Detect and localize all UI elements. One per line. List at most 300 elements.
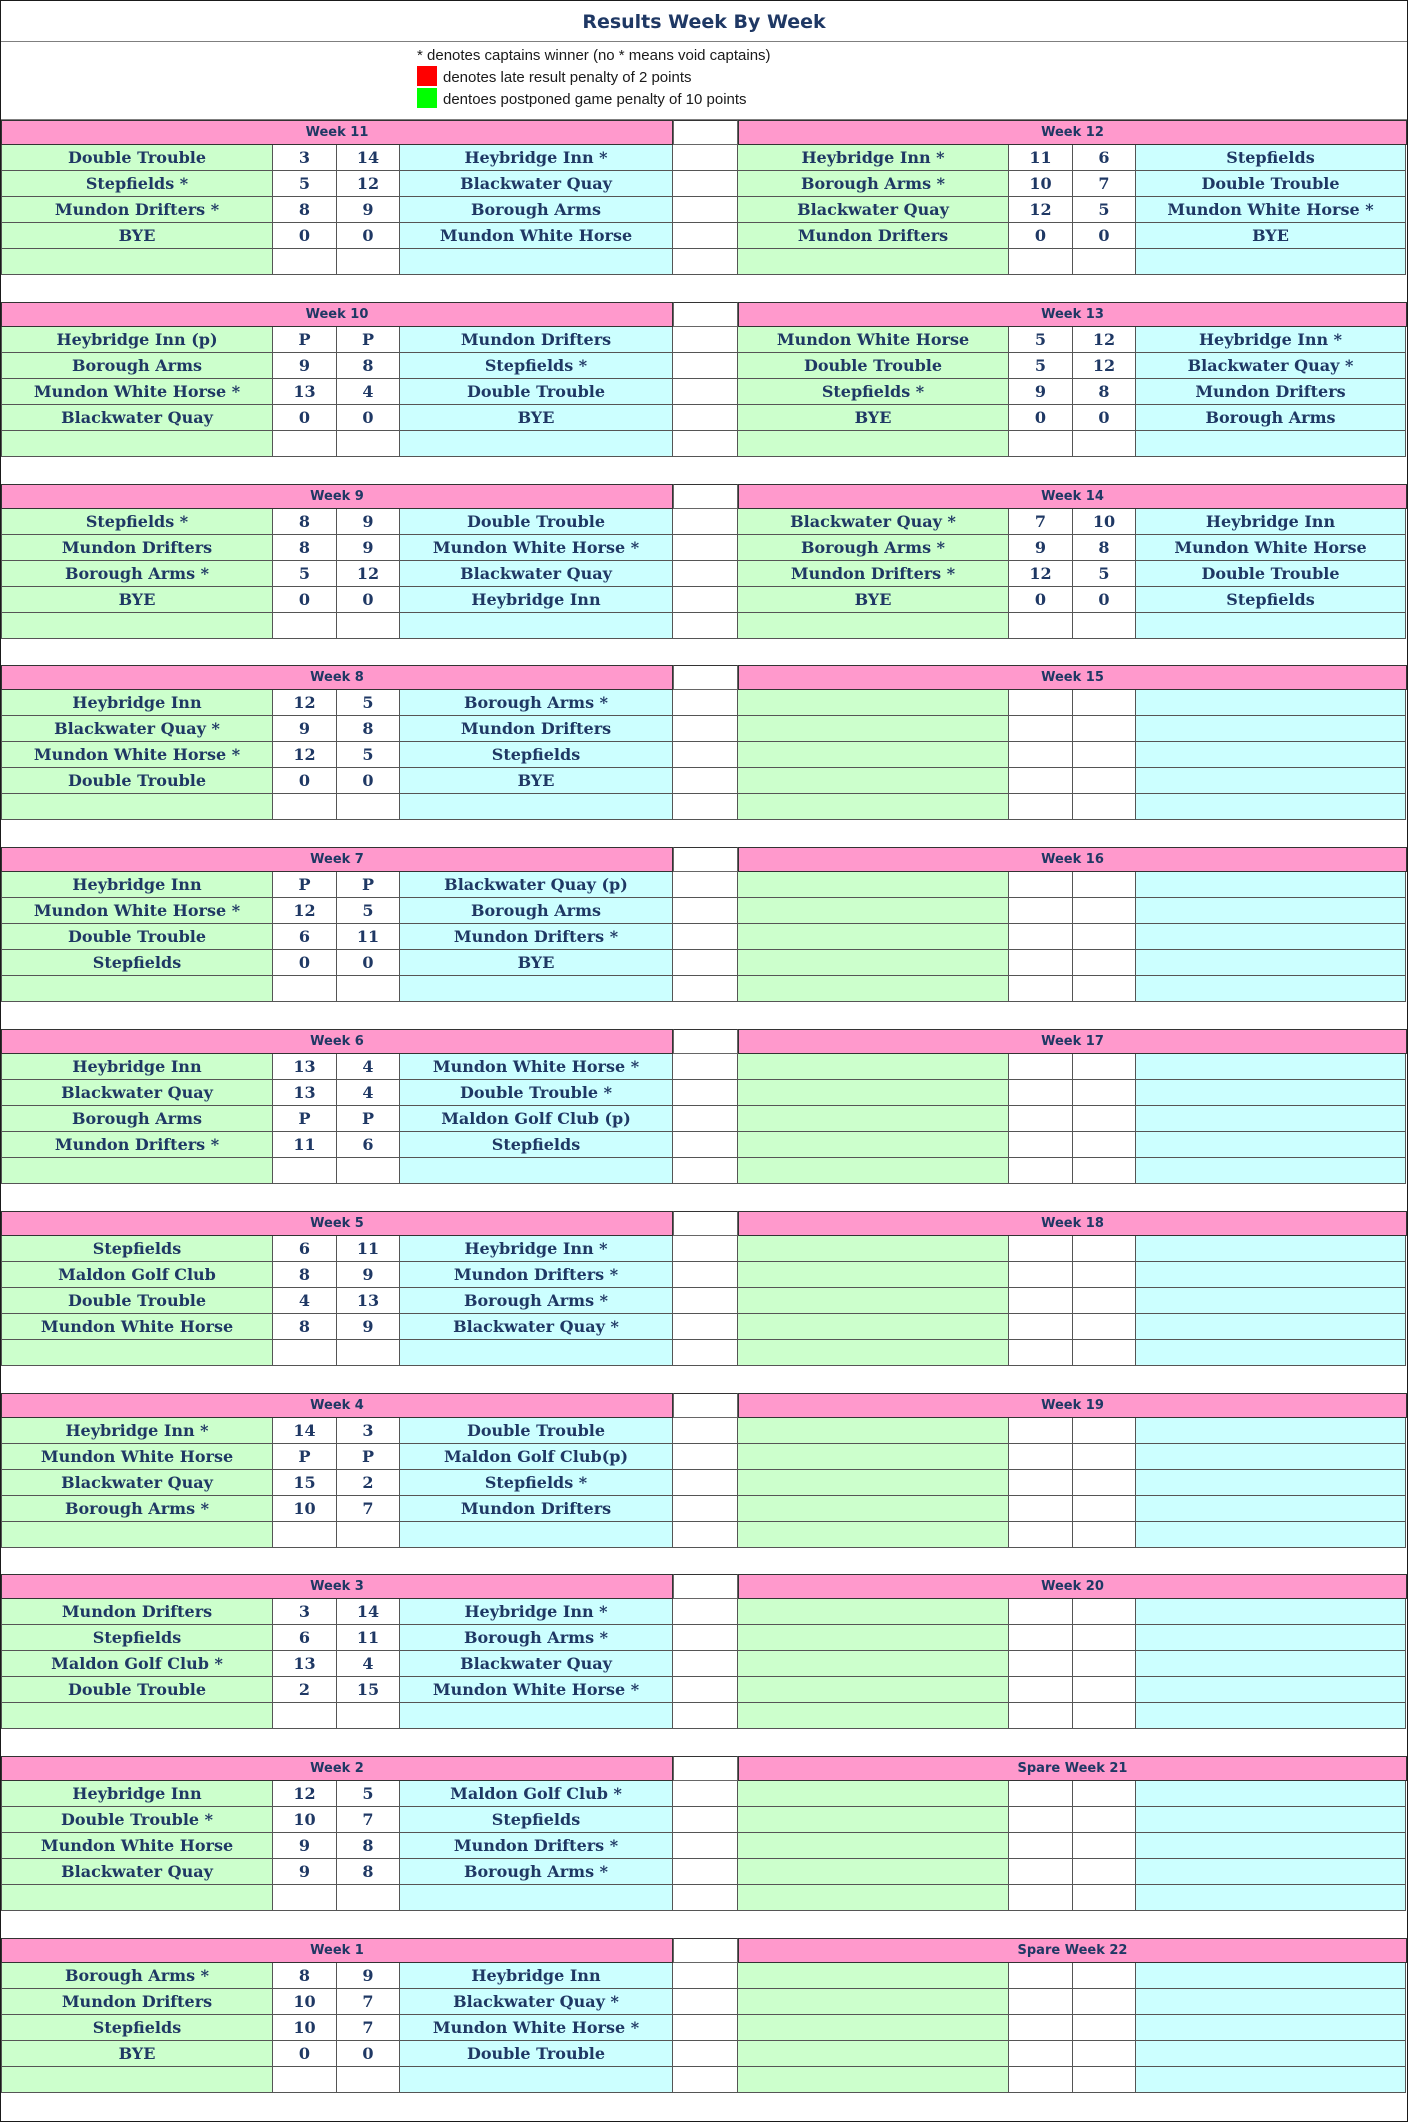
home-score: 6 (273, 1236, 337, 1262)
home-score (1009, 1677, 1073, 1703)
column-gap (673, 1132, 738, 1158)
column-gap (673, 794, 738, 820)
home-team: Maldon Golf Club * (1, 1651, 273, 1677)
fixture-row (1, 353, 1407, 379)
away-score (1073, 794, 1136, 820)
home-score (1009, 2015, 1073, 2041)
away-score: 5 (337, 690, 400, 716)
away-score: 9 (337, 1963, 400, 1989)
away-score (1073, 1158, 1136, 1184)
fixture-row (1, 898, 1407, 924)
legend-captains-text: * denotes captains winner (no * means void captains) (417, 47, 771, 64)
home-score: 10 (273, 1807, 337, 1833)
fixture-row (1, 2041, 1407, 2067)
home-team (1, 1522, 273, 1548)
fixture-row (1, 1340, 1407, 1366)
fixture-row (1, 431, 1407, 457)
week-header-right: Spare Week 21 (738, 1756, 1407, 1781)
home-score (1009, 613, 1073, 639)
home-team: Heybridge Inn (p) (1, 327, 273, 353)
home-score: 11 (273, 1132, 337, 1158)
column-gap (673, 2067, 738, 2093)
fixture-row (1, 379, 1407, 405)
home-team (1, 1340, 273, 1366)
away-score: 0 (1073, 223, 1136, 249)
away-team (1136, 1651, 1406, 1677)
home-team (738, 976, 1009, 1002)
week-header-left: Week 1 (1, 1938, 673, 1963)
away-score: 12 (1073, 327, 1136, 353)
home-team: Heybridge Inn * (1, 1418, 273, 1444)
away-team: Double Trouble (400, 509, 673, 535)
column-gap (673, 249, 738, 275)
away-score (1073, 1106, 1136, 1132)
home-score: P (273, 1444, 337, 1470)
fixture-row (1, 1989, 1407, 2015)
week-block (1, 1574, 1407, 1756)
fixture-row (1, 1444, 1407, 1470)
week-header-left: Week 6 (1, 1029, 673, 1054)
home-score: 10 (1009, 171, 1073, 197)
away-score (1073, 2041, 1136, 2067)
away-score (1073, 950, 1136, 976)
away-score (1073, 1989, 1136, 2015)
away-team: Borough Arms (1136, 405, 1406, 431)
home-team: Mundon White Horse * (1, 379, 273, 405)
home-team: Double Trouble (1, 1288, 273, 1314)
away-score: 0 (337, 223, 400, 249)
home-team (738, 1807, 1009, 1833)
home-score (1009, 1262, 1073, 1288)
column-gap (673, 1314, 738, 1340)
away-team (1136, 976, 1406, 1002)
away-team: Heybridge Inn * (400, 1236, 673, 1262)
home-team: BYE (738, 405, 1009, 431)
home-score (1009, 1054, 1073, 1080)
home-score (1009, 1651, 1073, 1677)
away-score: 11 (337, 1625, 400, 1651)
home-score (1009, 1340, 1073, 1366)
home-team: Borough Arms * (738, 535, 1009, 561)
home-score (1009, 1444, 1073, 1470)
away-team: Mundon Drifters (400, 1496, 673, 1522)
home-team: Mundon Drifters * (738, 561, 1009, 587)
home-score: 9 (1009, 535, 1073, 561)
week-header-left: Week 11 (1, 120, 673, 145)
home-score: P (273, 872, 337, 898)
away-score: 8 (1073, 535, 1136, 561)
home-team (738, 1625, 1009, 1651)
column-gap (673, 1418, 738, 1444)
away-team (1136, 1989, 1406, 2015)
home-team: Maldon Golf Club (1, 1262, 273, 1288)
week-block (1, 847, 1407, 1029)
home-team: Mundon Drifters * (1, 1132, 273, 1158)
away-score: 14 (337, 145, 400, 171)
home-score (1009, 1599, 1073, 1625)
home-team (738, 2067, 1009, 2093)
block-spacer (1, 1548, 1407, 1576)
home-score: 12 (273, 1781, 337, 1807)
away-team (400, 431, 673, 457)
fixture-row (1, 742, 1407, 768)
home-score (1009, 1625, 1073, 1651)
home-team: Double Trouble * (1, 1807, 273, 1833)
away-team (1136, 249, 1406, 275)
away-team (1136, 872, 1406, 898)
away-score: P (337, 872, 400, 898)
home-team: Borough Arms * (1, 1963, 273, 1989)
week-header-right: Week 17 (738, 1029, 1407, 1054)
column-gap (673, 561, 738, 587)
home-team (1, 976, 273, 1002)
home-team (738, 742, 1009, 768)
home-score: 12 (273, 898, 337, 924)
away-team (1136, 950, 1406, 976)
home-team (1, 2067, 273, 2093)
home-team: Heybridge Inn (1, 1054, 273, 1080)
away-score: 9 (337, 509, 400, 535)
away-score (1073, 1963, 1136, 1989)
home-team (738, 1236, 1009, 1262)
fixture-row (1, 1677, 1407, 1703)
away-score (1073, 249, 1136, 275)
away-score: 5 (337, 1781, 400, 1807)
fixture-row (1, 1470, 1407, 1496)
away-team: Mundon Drifters (1136, 379, 1406, 405)
week-header-right: Week 16 (738, 847, 1407, 872)
away-score (1073, 2015, 1136, 2041)
away-team: Double Trouble (400, 1418, 673, 1444)
home-team (738, 716, 1009, 742)
away-score (337, 613, 400, 639)
fixture-row (1, 2015, 1407, 2041)
away-score: 4 (337, 379, 400, 405)
away-score (1073, 1651, 1136, 1677)
home-team: Mundon White Horse (1, 1314, 273, 1340)
away-team: Blackwater Quay * (400, 1989, 673, 2015)
away-score (1073, 2067, 1136, 2093)
away-score: 7 (337, 2015, 400, 2041)
fixture-row (1, 171, 1407, 197)
away-team: Mundon Drifters * (400, 1833, 673, 1859)
fixture-row (1, 1496, 1407, 1522)
home-score: 13 (273, 1651, 337, 1677)
column-gap (673, 1989, 738, 2015)
home-score (1009, 2041, 1073, 2067)
home-score (1009, 976, 1073, 1002)
week-header-right: Week 13 (738, 302, 1407, 327)
home-score (1009, 1963, 1073, 1989)
fixture-row (1, 924, 1407, 950)
away-team (1136, 1106, 1406, 1132)
away-team (1136, 1833, 1406, 1859)
home-score: 8 (273, 509, 337, 535)
away-score: 7 (337, 1989, 400, 2015)
away-team: BYE (400, 405, 673, 431)
home-team (738, 1496, 1009, 1522)
away-score: 6 (337, 1132, 400, 1158)
green-swatch-icon (417, 88, 437, 108)
column-gap (673, 924, 738, 950)
away-score (337, 1885, 400, 1911)
home-team (738, 1522, 1009, 1548)
home-team (738, 613, 1009, 639)
column-gap (673, 587, 738, 613)
away-score (1073, 1625, 1136, 1651)
column-gap (673, 950, 738, 976)
away-team: BYE (400, 768, 673, 794)
away-team: Heybridge Inn (400, 1963, 673, 1989)
away-team: Borough Arms * (400, 1288, 673, 1314)
header-gap (673, 1574, 738, 1599)
column-gap (673, 976, 738, 1002)
away-team (400, 2067, 673, 2093)
week-block (1, 1938, 1407, 2120)
away-team: Double Trouble (1136, 561, 1406, 587)
home-team: Borough Arms * (1, 1496, 273, 1522)
block-spacer (1, 1729, 1407, 1757)
column-gap (673, 353, 738, 379)
header-gap (673, 302, 738, 327)
away-team: Blackwater Quay * (1136, 353, 1406, 379)
fixture-row (1, 1833, 1407, 1859)
fixture-row (1, 145, 1407, 171)
away-score (337, 249, 400, 275)
fixture-row (1, 690, 1407, 716)
away-score: 7 (1073, 171, 1136, 197)
column-gap (673, 2041, 738, 2067)
away-team (1136, 1625, 1406, 1651)
home-team: Mundon White Horse (1, 1833, 273, 1859)
away-team (400, 613, 673, 639)
home-team (738, 898, 1009, 924)
week-header-row (1, 1938, 1407, 1963)
home-score: 0 (1009, 587, 1073, 613)
home-team: Double Trouble (738, 353, 1009, 379)
away-team: BYE (1136, 223, 1406, 249)
away-score: 0 (337, 587, 400, 613)
home-score: 13 (273, 379, 337, 405)
home-team: Double Trouble (1, 1677, 273, 1703)
away-score: 4 (337, 1054, 400, 1080)
home-team (738, 1262, 1009, 1288)
home-score: 9 (273, 1859, 337, 1885)
away-score: 11 (337, 1236, 400, 1262)
away-score (1073, 924, 1136, 950)
home-score: 12 (273, 690, 337, 716)
away-score: 0 (1073, 405, 1136, 431)
home-team: Blackwater Quay (1, 1859, 273, 1885)
week-header-right: Week 15 (738, 665, 1407, 690)
away-team: Heybridge Inn (1136, 509, 1406, 535)
legend-captains (417, 45, 771, 67)
away-team: Heybridge Inn * (400, 145, 673, 171)
away-score (1073, 1807, 1136, 1833)
week-header-row (1, 302, 1407, 327)
fixture-row (1, 587, 1407, 613)
away-team (1136, 1599, 1406, 1625)
home-score: P (273, 1106, 337, 1132)
fixture-row (1, 1859, 1407, 1885)
fixture-row (1, 249, 1407, 275)
away-team (1136, 1781, 1406, 1807)
week-header-row (1, 1211, 1407, 1236)
away-team: Mundon White Horse * (400, 1677, 673, 1703)
column-gap (673, 1963, 738, 1989)
away-score: 0 (337, 405, 400, 431)
week-block (1, 484, 1407, 666)
home-team (738, 2015, 1009, 2041)
away-team (1136, 742, 1406, 768)
home-team: Mundon Drifters (1, 1599, 273, 1625)
away-team (1136, 1054, 1406, 1080)
home-score: 7 (1009, 509, 1073, 535)
away-score: 3 (337, 1418, 400, 1444)
fixture-row (1, 561, 1407, 587)
home-score (273, 249, 337, 275)
home-team (738, 1859, 1009, 1885)
home-team (738, 249, 1009, 275)
home-score: 5 (273, 561, 337, 587)
home-team (1, 794, 273, 820)
away-team (1136, 1262, 1406, 1288)
home-score: 8 (273, 1314, 337, 1340)
home-team: Borough Arms (1, 1106, 273, 1132)
home-score: 15 (273, 1470, 337, 1496)
away-team: Blackwater Quay (400, 171, 673, 197)
home-team (1, 1703, 273, 1729)
away-score: 9 (337, 1314, 400, 1340)
home-score (1009, 1522, 1073, 1548)
home-score: 14 (273, 1418, 337, 1444)
away-score (1073, 690, 1136, 716)
column-gap (673, 872, 738, 898)
away-team: Double Trouble (1136, 171, 1406, 197)
home-score (1009, 690, 1073, 716)
fixture-row (1, 950, 1407, 976)
away-team: Heybridge Inn * (1136, 327, 1406, 353)
home-score: 8 (273, 1262, 337, 1288)
week-header-row (1, 847, 1407, 872)
home-score: 0 (1009, 405, 1073, 431)
home-score (1009, 872, 1073, 898)
column-gap (673, 405, 738, 431)
away-score: 8 (337, 353, 400, 379)
home-score: 9 (1009, 379, 1073, 405)
column-gap (673, 197, 738, 223)
home-team: Stepfields * (1, 171, 273, 197)
home-score (1009, 794, 1073, 820)
away-score (1073, 1522, 1136, 1548)
home-score (1009, 950, 1073, 976)
home-score: 8 (273, 1963, 337, 1989)
week-header-left: Week 10 (1, 302, 673, 327)
fixture-row (1, 405, 1407, 431)
away-score: P (337, 327, 400, 353)
home-team (738, 1288, 1009, 1314)
away-team: Borough Arms * (400, 1625, 673, 1651)
home-team: Mundon White Horse (738, 327, 1009, 353)
away-score (1073, 872, 1136, 898)
column-gap (673, 1859, 738, 1885)
home-team (738, 950, 1009, 976)
legend-late-text: denotes late result penalty of 2 points (443, 69, 692, 86)
home-score (273, 1340, 337, 1366)
column-gap (673, 171, 738, 197)
week-header-right: Week 14 (738, 484, 1407, 509)
home-score: 0 (273, 587, 337, 613)
home-team: Stepfields * (1, 509, 273, 535)
away-team (400, 1340, 673, 1366)
away-score (1073, 1262, 1136, 1288)
legend-late-result (417, 66, 692, 88)
column-gap (673, 898, 738, 924)
away-team: Blackwater Quay (400, 561, 673, 587)
fixture-row (1, 509, 1407, 535)
away-team: Mundon Drifters * (400, 924, 673, 950)
home-team: Mundon Drifters * (1, 197, 273, 223)
home-team: Stepfields (1, 2015, 273, 2041)
away-team (1136, 898, 1406, 924)
home-team: Borough Arms (1, 353, 273, 379)
home-score: 10 (273, 1989, 337, 2015)
home-score (1009, 1859, 1073, 1885)
home-team (738, 1781, 1009, 1807)
away-score: 13 (337, 1288, 400, 1314)
column-gap (673, 223, 738, 249)
away-score: 2 (337, 1470, 400, 1496)
away-score (1073, 976, 1136, 1002)
away-score: 0 (337, 2041, 400, 2067)
away-score (1073, 431, 1136, 457)
away-team (1136, 1807, 1406, 1833)
column-gap (673, 535, 738, 561)
home-score: 11 (1009, 145, 1073, 171)
away-score: 12 (1073, 353, 1136, 379)
home-score: 9 (273, 716, 337, 742)
away-team: Stepfields * (400, 353, 673, 379)
week-header-row (1, 120, 1407, 145)
home-team (738, 2041, 1009, 2067)
away-score (337, 1340, 400, 1366)
home-score (1009, 924, 1073, 950)
away-score: 10 (1073, 509, 1136, 535)
home-score: 6 (273, 1625, 337, 1651)
fixture-row (1, 535, 1407, 561)
away-score (337, 976, 400, 1002)
away-score (337, 794, 400, 820)
home-score (1009, 742, 1073, 768)
week-block (1, 1756, 1407, 1938)
fixture-row (1, 1106, 1407, 1132)
away-team: Maldon Golf Club (p) (400, 1106, 673, 1132)
fixture-row (1, 1158, 1407, 1184)
home-score (1009, 1989, 1073, 2015)
away-score: 0 (1073, 587, 1136, 613)
column-gap (673, 716, 738, 742)
home-team: Mundon Drifters (1, 1989, 273, 2015)
home-team: Borough Arms * (1, 561, 273, 587)
home-team: Mundon White Horse * (1, 742, 273, 768)
away-team (1136, 431, 1406, 457)
fixture-row (1, 1963, 1407, 1989)
week-header-left: Week 8 (1, 665, 673, 690)
away-score (1073, 1496, 1136, 1522)
away-team (400, 1522, 673, 1548)
column-gap (673, 379, 738, 405)
away-score: 0 (337, 950, 400, 976)
